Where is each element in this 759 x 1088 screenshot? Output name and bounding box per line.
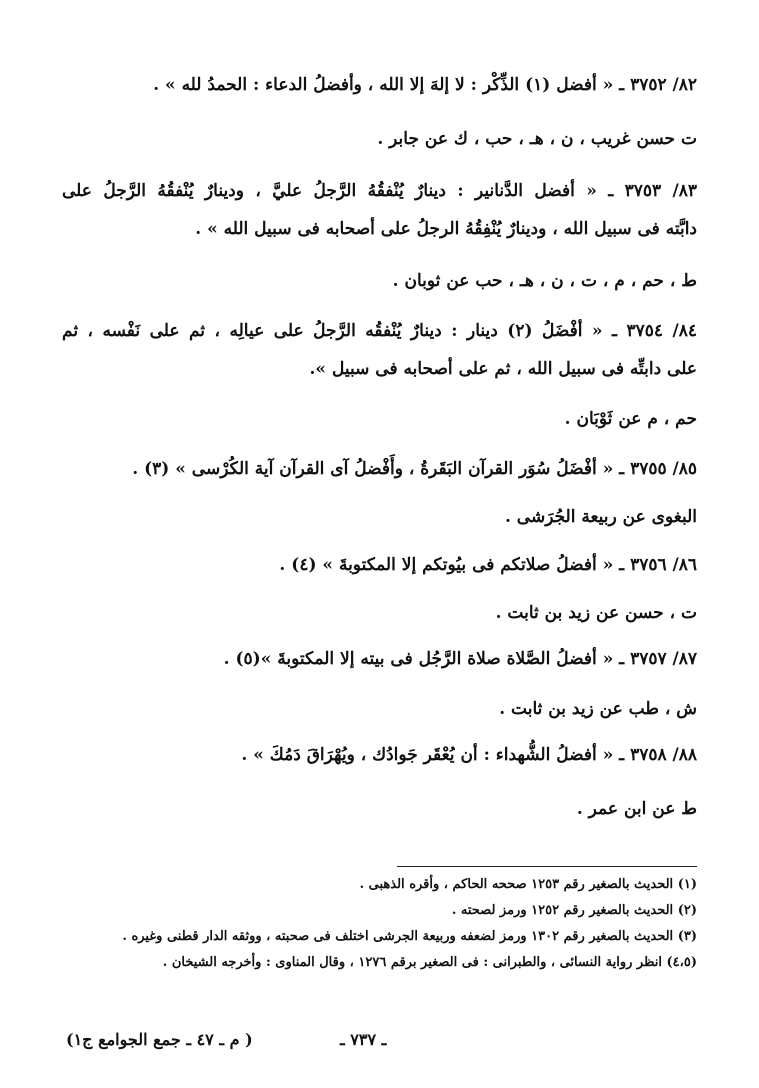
source-3757: ش ، طب عن زيد بن ثابت . [499,699,697,719]
signature-mark: ( م ـ ٤٧ ـ جمع الجوامع ج١) [66,1030,253,1049]
footnote-2: (٢) الحديث بالصغير رقم ١٢٥٢ ورمز لصحته . [451,903,697,918]
source-3753: ط ، حم ، م ، ت ، ن ، هـ ، حب عن ثوبان . [392,271,697,291]
hadith-3757: ٨٧/ ٣٧٥٧ ـ « أفضلُ الصَّلاة صلاة الرَّجُل فى بيته إلا المكتوبةَ »(٥) . [223,649,697,669]
source-3754: حم ، م عن ثَوْبَان . [564,409,697,429]
hadith-3752: ٨٢/ ٣٧٥٢ ـ « أفضل (١) الذِّكْر : لا إلهَ إلا الله ، وأفضلُ الدعاء : الحمدُ لله » . [153,75,697,95]
footnote-divider [397,866,697,867]
hadith-3753-line2: دابَّته فى سبيل الله ، ودينارٌ يُنْفِقُهُ الرجلُ على أصحابه فى سبيل الله » . [195,219,697,239]
source-3756: ت ، حسن عن زيد بن ثابت . [495,603,697,623]
source-3758: ط عن ابن عمر . [576,799,697,819]
page-number: ـ ٧٣٧ ـ [340,1030,387,1049]
source-3752: ت حسن غريب ، ن ، هـ ، حب ، ك عن جابر . [377,129,697,149]
hadith-3753-line1: ٨٣/ ٣٧٥٣ ـ « أفضل الدَّنانير : دينارٌ يُنْفقُهُ الرَّجلُ عليَّ ، ودينارٌ يُنْفقُهُ الرَّجلُ على [62,181,697,201]
hadith-3756: ٨٦/ ٣٧٥٦ ـ « أفضلُ صلاتكم فى بيُوتكم إلا المكتوبةَ » (٤) . [279,555,697,575]
footnote-4-5: (٤،٥) انظر رواية النسائى ، والطبرانى : فى الصغير برقم ١٢٧٦ ، وقال المناوى : وأخرجه الشيخان . [162,955,697,970]
footnote-3: (٣) الحديث بالصغير رقم ١٣٠٢ ورمز لضعفه وربيعة الجرشى اختلف فى صحبته ، ووثقه الدار قطنى وغيره . [122,929,697,944]
source-3755: البغوى عن ربيعة الجُرَشى . [504,507,697,527]
footnote-1: (١) الحديث بالصغير رقم ١٢٥٣ صححه الحاكم ، وأقره الذهبى . [359,877,697,892]
hadith-3758: ٨٨/ ٣٧٥٨ ـ « أفضلُ الشُّهداء : أن يُعْقَر جَوادُك ، ويُهْرَاقَ دَمُكَ » . [241,745,697,765]
hadith-3754-line1: ٨٤/ ٣٧٥٤ ـ « أفْضَلُ (٢) دينار : دينارٌ يُنْفقُه الرَّجلُ على عيالِه ، ثم على نَفْسه ، ثم [62,321,697,341]
hadith-3754-line2: على دابتِّه فى سبيل الله ، ثم على أصحابه فى سبيل ». [309,359,697,379]
hadith-3755: ٨٥/ ٣٧٥٥ ـ « أفْضَلُ سُوَر القرآن البَقَرةُ ، وأَفْضلُ آى القرآن آية الكُرْسى » (٣) . [132,459,697,479]
